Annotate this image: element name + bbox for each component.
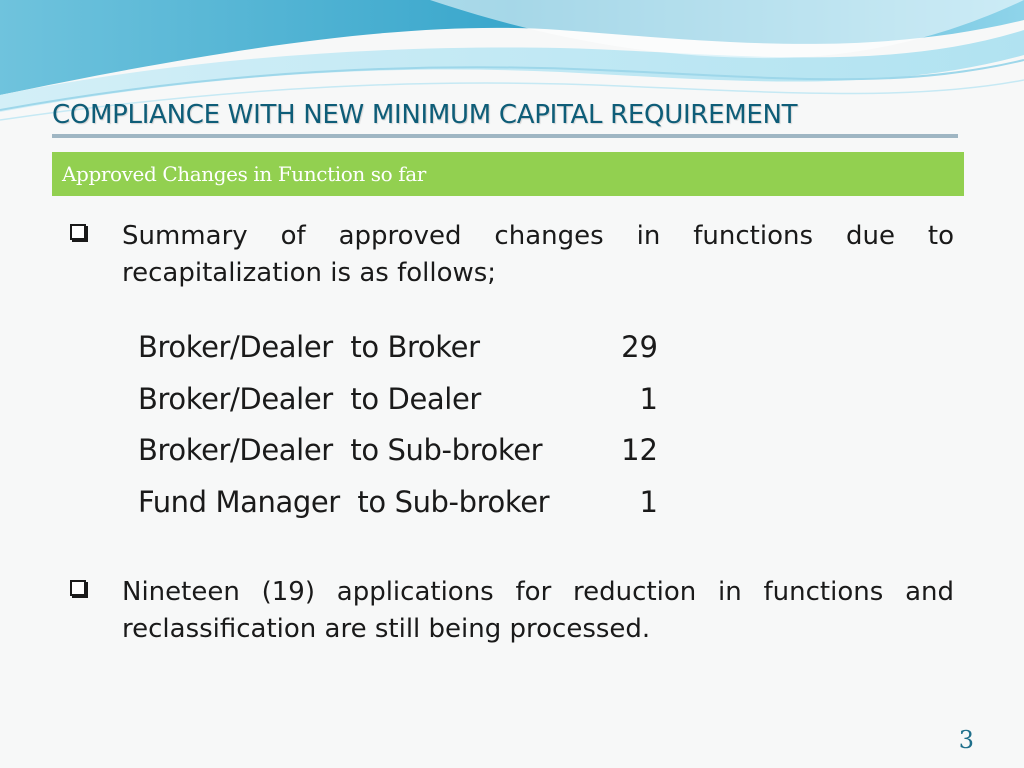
changes-list (138, 330, 658, 536)
change-label: Fund Manager to Sub-broker (138, 484, 550, 519)
bullet-pending-text: Nineteen (19) applications for reduction in functions and reclassification are still being processed. (122, 577, 954, 644)
change-count: 12 (621, 433, 658, 467)
bullet-summary-text: Summary of approved changes in functions due to recapitalization is as follows; (122, 221, 954, 288)
subtitle-bar (52, 152, 964, 196)
change-label: Broker/Dealer to Broker (138, 330, 480, 364)
subtitle-text: Approved Changes in Function so far (62, 162, 426, 186)
checkbox-bullet-icon (70, 224, 86, 240)
changes-row (138, 382, 658, 434)
changes-row (138, 433, 658, 485)
checkbox-bullet-icon (70, 580, 86, 596)
change-label: Broker/Dealer to Sub-broker (138, 433, 543, 467)
change-count: 1 (639, 381, 658, 416)
change-count: 29 (621, 330, 658, 364)
changes-row (138, 330, 658, 382)
slide-title: COMPLIANCE WITH NEW MINIMUM CAPITAL REQUIREMENT (52, 100, 798, 130)
changes-row (138, 485, 658, 537)
change-count: 1 (639, 484, 658, 519)
change-label: Broker/Dealer to Dealer (138, 381, 481, 416)
bullet-summary (70, 218, 954, 292)
title-underline (52, 134, 958, 138)
bullet-pending (70, 574, 954, 648)
page-number: 3 (958, 726, 974, 754)
